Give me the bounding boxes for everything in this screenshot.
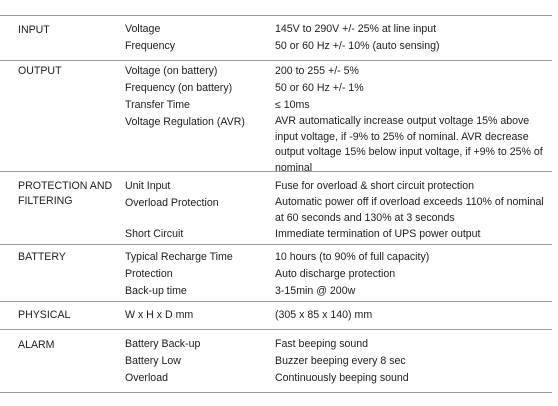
section-protection (0, 172, 552, 245)
section-battery (0, 245, 552, 302)
param-label: Unit Input (125, 180, 171, 192)
category-label: OUTPUT (18, 65, 62, 77)
param-value: Fast beeping sound (275, 338, 369, 350)
param-label: Frequency (on battery) (125, 82, 233, 94)
param-value: Auto discharge protection (275, 268, 396, 280)
param-label: Transfer Time (125, 99, 190, 111)
category-label: ALARM (18, 339, 55, 351)
param-label: Voltage (125, 23, 161, 35)
section-output (0, 60, 552, 172)
category-label: INPUT (18, 24, 50, 36)
category-label: BATTERY (18, 251, 66, 263)
section-alarm (0, 330, 552, 393)
param-value: 50 or 60 Hz +/- 10% (auto sensing) (275, 40, 440, 52)
param-value: (305 x 85 x 140) mm (275, 309, 373, 321)
section-input (0, 15, 552, 61)
param-value: Fuse for overload & short circuit protection (275, 180, 475, 192)
param-value: 50 or 60 Hz +/- 1% (275, 82, 364, 94)
param-value: 200 to 255 +/- 5% (275, 65, 359, 77)
category-label: PROTECTION AND FILTERING (18, 180, 113, 207)
param-label: Overload (125, 372, 168, 384)
param-label: Protection (125, 268, 173, 280)
category-label: PHYSICAL (18, 309, 71, 321)
param-label: Overload Protection (125, 197, 219, 209)
param-label: Frequency (125, 40, 176, 52)
param-value: 145V to 290V +/- 25% at line input (275, 23, 437, 35)
param-label: Battery Back-up (125, 338, 201, 350)
param-value: Immediate termination of UPS power output (275, 228, 481, 240)
param-label: W x H x D mm (125, 309, 194, 321)
param-value: ≤ 10ms (275, 99, 310, 111)
param-value: 3-15min @ 200w (275, 285, 356, 297)
param-label: Short Circuit (125, 228, 184, 240)
param-label: Typical Recharge Time (125, 251, 233, 263)
param-value: Continuously beeping sound (275, 372, 409, 384)
param-label: Back-up time (125, 285, 187, 297)
param-label: Voltage (on battery) (125, 65, 218, 77)
param-value: Buzzer beeping every 8 sec (275, 355, 406, 367)
param-label: Voltage Regulation (AVR) (125, 116, 245, 128)
param-value: AVR automatically increase output voltage 15% above input voltage, if -9% to 25% of nominal. AVR decrease output voltage 15% below input voltage, if +9% to 25% of nominal (275, 115, 543, 174)
section-physical (0, 302, 552, 330)
param-value: Automatic power off if overload exceeds 110% of nominal at 60 seconds and 130% at 3 seconds (275, 196, 544, 224)
param-label: Battery Low (125, 355, 181, 367)
param-value: 10 hours (to 90% of full capacity) (275, 251, 430, 263)
